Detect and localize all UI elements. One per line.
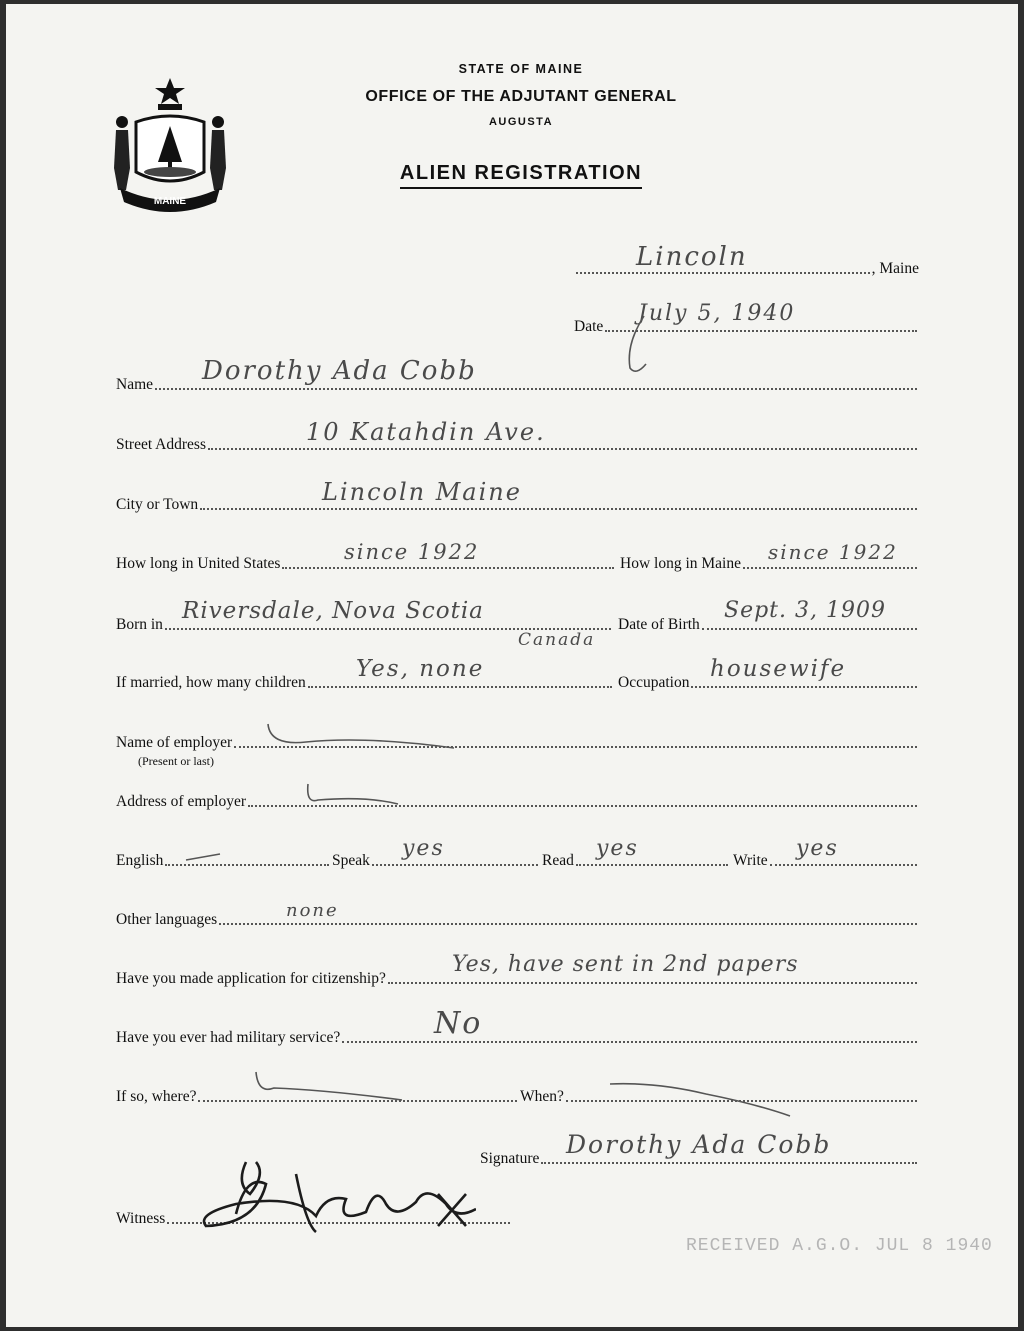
occupation-label: Occupation — [618, 674, 690, 691]
street-address-label: Street Address — [116, 436, 206, 453]
how-long-us-entry: since 1922 — [344, 540, 480, 564]
state-heading: STATE OF MAINE — [458, 62, 584, 76]
date-of-birth-entry: Sept. 3, 1909 — [724, 598, 886, 623]
city-entry: Lincoln Maine — [322, 478, 522, 506]
how-long-maine-label: How long in Maine — [620, 555, 741, 572]
how-long-us-label: How long in United States — [116, 555, 281, 572]
born-country-entry: Canada — [518, 630, 596, 650]
witness-label: Witness — [116, 1210, 166, 1227]
place-suffix-label: , Maine — [871, 260, 919, 277]
write-label: Write — [733, 852, 768, 869]
city-heading: AUGUSTA — [488, 116, 554, 128]
employer-name-sublabel: (Present or last) — [138, 754, 214, 768]
military-label: Have you ever had military service? — [116, 1029, 341, 1046]
employer-address-label: Address of employer — [116, 793, 246, 810]
registration-form — [6, 4, 1018, 1327]
signature-label: Signature — [480, 1150, 540, 1167]
where-label: If so, where? — [116, 1088, 197, 1105]
office-heading: OFFICE OF THE ADJUTANT GENERAL — [365, 88, 677, 105]
street-address-entry: 10 Katahdin Ave. — [306, 418, 546, 446]
born-in-entry: Riversdale, Nova Scotia — [182, 598, 484, 624]
how-long-maine-entry: since 1922 — [768, 540, 898, 564]
date-label: Date — [574, 318, 604, 335]
place-entry: Lincoln — [636, 242, 748, 272]
english-label: English — [116, 852, 164, 869]
write-entry: yes — [796, 836, 839, 861]
other-languages-label: Other languages — [116, 911, 218, 928]
name-label: Name — [116, 376, 154, 393]
children-label: If married, how many children — [116, 674, 306, 691]
when-label: When? — [520, 1088, 564, 1105]
name-entry: Dorothy Ada Cobb — [202, 356, 477, 386]
occupation-entry: housewife — [710, 656, 847, 682]
citizenship-entry: Yes, have sent in 2nd papers — [452, 952, 799, 977]
speak-label: Speak — [332, 852, 370, 869]
employer-name-label: Name of employer — [116, 734, 233, 751]
pen-strokes — [6, 4, 1018, 1327]
read-entry: yes — [596, 836, 639, 861]
signature-entry: Dorothy Ada Cobb — [566, 1130, 832, 1159]
date-of-birth-label: Date of Birth — [618, 616, 700, 633]
speak-entry: yes — [402, 836, 445, 861]
born-in-label: Born in — [116, 616, 163, 633]
form-title-text: ALIEN REGISTRATION — [400, 162, 642, 189]
date-entry: July 5, 1940 — [638, 301, 796, 326]
seal-motto-text: MAINE — [153, 196, 187, 207]
other-languages-entry: none — [286, 900, 339, 921]
children-entry: Yes, none — [356, 656, 485, 682]
military-entry: No — [434, 1006, 483, 1041]
city-label: City or Town — [116, 496, 199, 513]
read-label: Read — [542, 852, 574, 869]
citizenship-label: Have you made application for citizenship? — [116, 970, 386, 987]
received-stamp: RECEIVED A.G.O. JUL 8 1940 — [686, 1236, 993, 1256]
